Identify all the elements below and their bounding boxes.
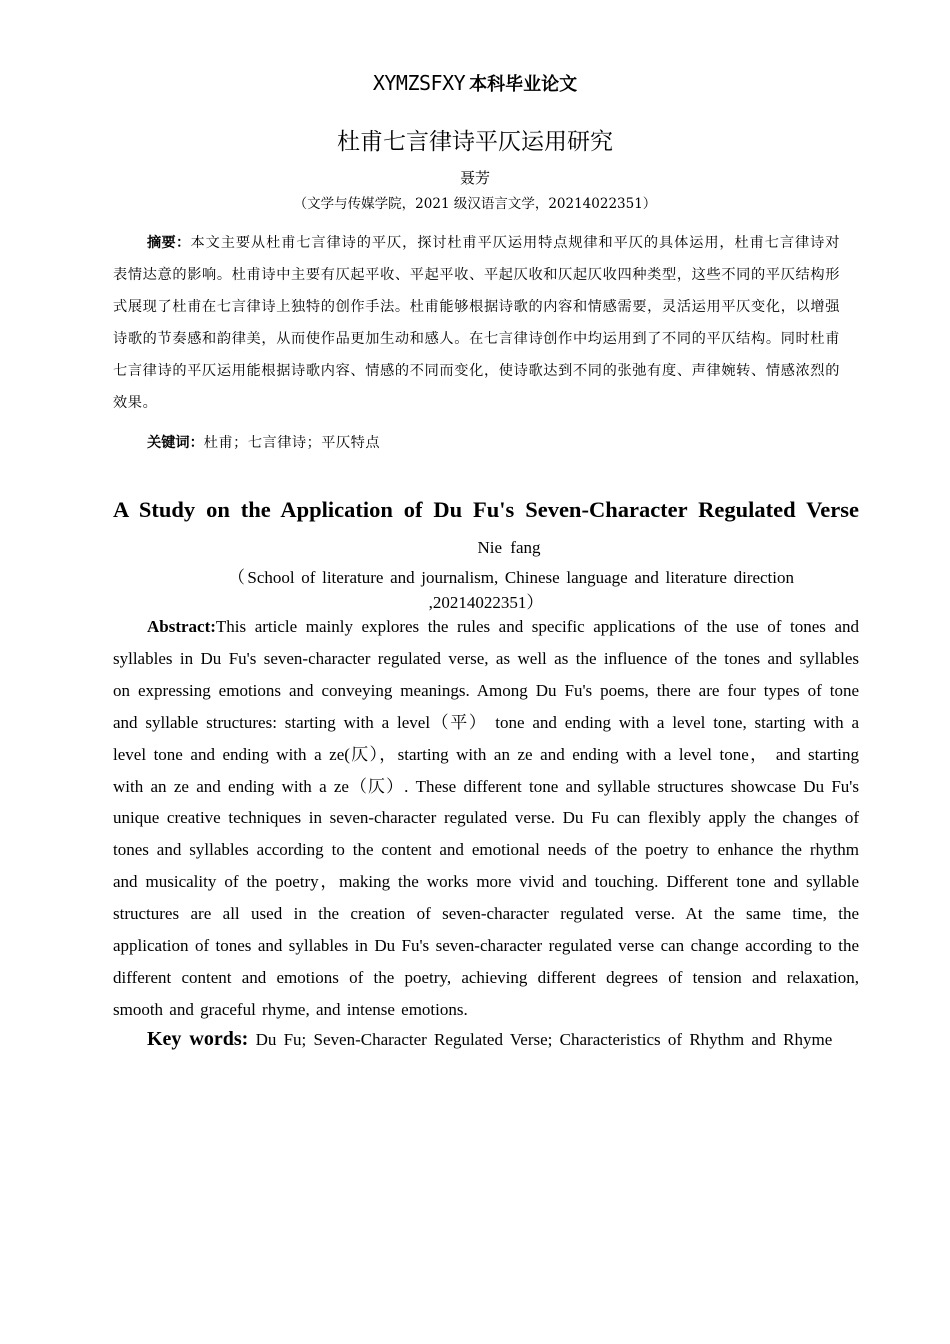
english-abstract [113,611,859,1026]
english-keywords-text: Du Fu; Seven-Character Regulated Verse; Characteristics of Rhythm and Rhyme [255,1030,833,1049]
chinese-author: 聂芳 [459,169,490,187]
english-keywords [147,1028,859,1051]
chinese-abstract [113,227,840,419]
chinese-abstract-label: 摘要： [147,235,191,251]
document-header [0,70,950,96]
header-code: XYMZSFXY [372,71,466,95]
chinese-keywords [147,432,847,452]
english-affiliation-line1: （School of literature and journalism, Chinese language and literature direction [228,568,794,587]
english-abstract-text: This article mainly explores the rules and specific applications of the use of tones and syllables in Du Fu's seven-character regulated verse, as well as the influence of the tones and syllables on expressing emotions and conveying meanings. Among Du Fu's poems, there are four types of tone and syllable structures: starting with a level（平） tone and ending with a level tone, starting with a level tone and ending with a ze(仄），starting with an ze and ending with a level tone， and starting with an ze and ending with a ze（仄）. These different tone and syllable structures showcase Du Fu's unique creative techniques in seven-character regulated verse. Du Fu can flexibly apply the changes of tones and syllables according to the content and emotional needs of the poetry to enhance the rhythm and musicality of the poetry，making the works more vivid and touching. Different tone and syllable structures are all used in the creation of seven-character regulated verse. At the same time, the application of tones and syllables in Du Fu's seven-character regulated verse can change according to the different content and emotions of the poetry, achieving different degrees of tension and relaxation, smooth and graceful rhyme, and intense emotions. [113,617,859,1019]
chinese-abstract-text: 本文主要从杜甫七言律诗的平仄，探讨杜甫平仄运用特点规律和平仄的具体运用，杜甫七言律诗对表情达意的影响。杜甫诗中主要有仄起平收、平起平收、平起仄收和仄起仄收四种类型，这些不同的平仄结构形式展现了杜甫在七言律诗上独特的创作手法。杜甫能够根据诗歌的内容和情感需要，灵活运用平仄变化，以增强诗歌的节奏感和韵律美，从而使作品更加生动和感人。在七言律诗创作中均运用到了不同的平仄结构。同时杜甫七言律诗的平仄运用能根据诗歌内容、情感的不同而变化，使诗歌达到不同的张弛有度、声律婉转、情感浓烈的效果。 [113,235,840,411]
english-keywords-label: Key words: [147,1028,249,1050]
chinese-keywords-label: 关键词： [147,435,204,451]
english-affiliation-line2: ,20214022351） [428,593,544,612]
chinese-affiliation: （文学与传媒学院，2021 级汉语言文学，20214022351） [293,196,657,212]
header-label: 本科毕业论文 [469,74,578,95]
english-abstract-label: Abstract: [147,617,216,636]
chinese-title: 杜甫七言律诗平仄运用研究 [337,129,613,155]
english-author: Nie fang [477,538,541,557]
english-title: A Study on the Application of Du Fu's Seven-Character Regulated Verse [113,497,859,522]
chinese-keywords-text: 杜甫；七言律诗；平仄特点 [203,435,381,451]
